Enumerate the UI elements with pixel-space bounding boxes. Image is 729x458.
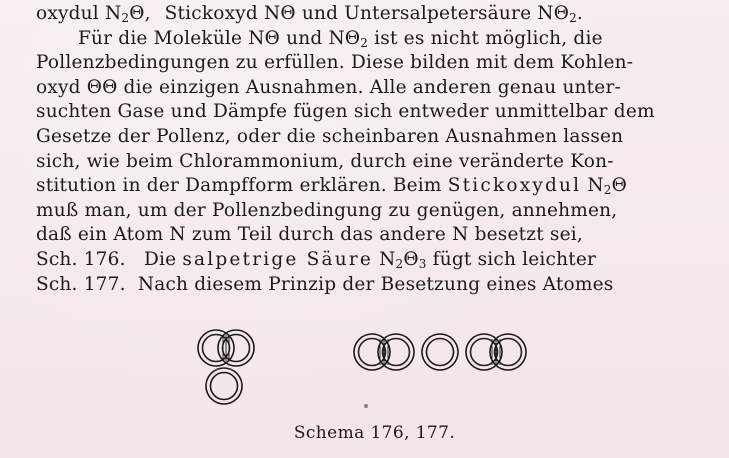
text-line-4 (36, 76, 696, 101)
schema-177-ring-4 (466, 334, 502, 370)
schema-176-overlap-hatch (223, 335, 229, 361)
line-10-text: daß ein Atom N zum Teil durch das andere N besetzt sei, (36, 224, 583, 246)
emphasis-stickoxydul: Stickoxydul (447, 175, 582, 197)
emphasis-salpetrige-saeure: salpetrige Säure (182, 248, 374, 270)
schema-177-ring-5 (490, 334, 526, 370)
schema-diagram (190, 322, 590, 422)
text-line-10 (36, 223, 696, 248)
paper-speck (364, 404, 368, 408)
line-7-text: sich, wie beim Chlorammonium, durch eine veränderte Kon- (36, 150, 614, 172)
line-3-text: Pollenzbedingungen zu erfüllen. Diese bilden mit dem Kohlen- (36, 52, 634, 74)
line-12-text: Sch. 177. Nach diesem Prinzip der Besetzung eines Atomes (36, 273, 614, 295)
text-line-12 (36, 273, 696, 298)
schema-177-ring-3 (422, 334, 458, 370)
figure-caption: Schema 176, 177. (293, 423, 456, 443)
schema-177-ring-1 (354, 334, 390, 370)
schema-177-figure (354, 334, 526, 370)
line-1-word-oxydul: oxydul $N_2\Theta$, (36, 3, 151, 25)
text-line-5 (36, 100, 696, 125)
line-11-text: Sch. 176. Die salpetrige Säure $N_2\Theta_3$ fügt sich leichter (36, 248, 597, 271)
line-2-text: Für die Moleküle NΘ und $N\Theta_2$ ist es nicht möglich, die (78, 27, 603, 50)
line-4-text: oxyd ΘΘ die einzigen Ausnahmen. Alle anderen genau unter- (36, 76, 621, 98)
line-6-text: Gesetze der Pollenz, oder die scheinbaren Ausnahmen lassen (36, 125, 624, 147)
text-line-2 (36, 27, 696, 52)
line-8-text: stitution in der Dampfform erklären. Beim Stickoxydul $N_2\Theta$ (36, 175, 627, 198)
text-line-9 (36, 199, 696, 224)
text-line-7 (36, 150, 696, 175)
line-5-text: suchten Gase und Dämpfe fügen sich entweder unmittelbar dem (36, 101, 655, 123)
line-1-rest: Stickoxyd NΘ und Untersalpetersäure $N\Theta_2$. (164, 3, 583, 25)
text-line-6 (36, 125, 696, 150)
schema-176-bottom-ring (206, 368, 242, 404)
text-line-3 (36, 51, 696, 76)
body-text (36, 2, 696, 297)
schema-177-ring-2 (378, 334, 414, 370)
line-9-text: muß man, um der Pollenzbedingung zu genügen, annehmen, (36, 199, 618, 221)
text-line-8 (36, 174, 696, 199)
schema-176-figure (198, 330, 254, 404)
text-line-11 (36, 248, 696, 273)
text-line-1 (36, 2, 696, 27)
